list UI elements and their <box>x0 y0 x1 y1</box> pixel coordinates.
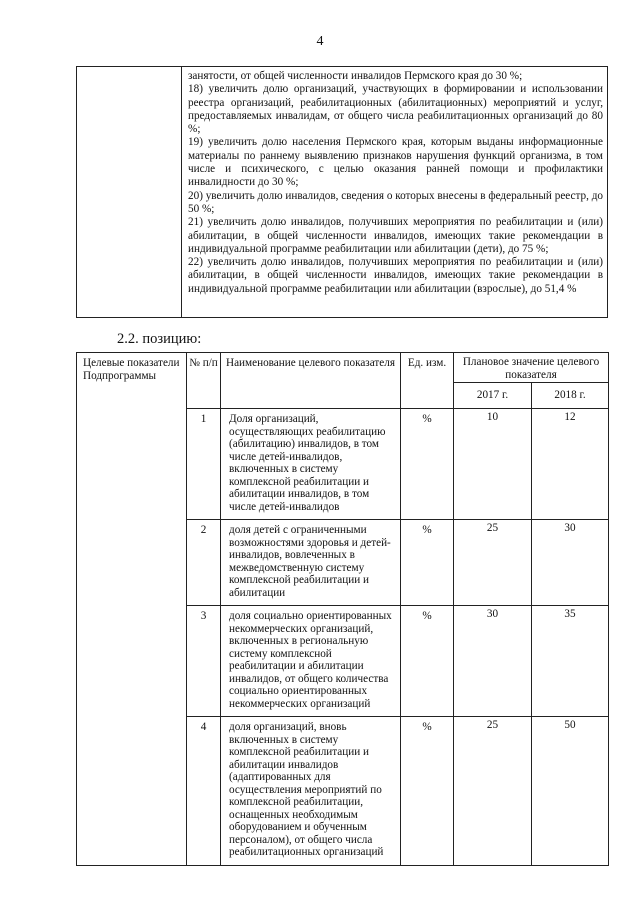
row-number: 2 <box>187 520 221 606</box>
year-2017-header: 2017 г. <box>454 383 532 409</box>
row-value-2018: 50 <box>532 717 609 866</box>
year-2018-header: 2018 г. <box>532 383 609 409</box>
row-value-2018: 30 <box>532 520 609 606</box>
row-unit: % <box>401 606 454 717</box>
plan-value-header: Плановое значение целевого показателя <box>454 353 609 383</box>
row-number: 4 <box>187 717 221 866</box>
row-unit: % <box>401 409 454 520</box>
continuation-table <box>76 66 608 318</box>
name-column-header: Наименование целевого показателя <box>221 353 401 409</box>
row-number: 1 <box>187 409 221 520</box>
row-number: 3 <box>187 606 221 717</box>
goal-indicators-header: Целевые показатели Подпрограммы <box>77 353 187 866</box>
continuation-text-cell <box>182 67 607 317</box>
goal-line-21: 21) увеличить долю инвалидов, получивших мероприятия по реабилитации и (или) абилитации, в общей численности инвалидов, имеющих такие рекомендации в индивидуальной программе реабилитации или абилитации (дети), до 75 %; <box>188 216 603 255</box>
row-value-2017: 30 <box>454 606 532 717</box>
goal-line-18: 18) увеличить долю организаций, участвующих в формировании и использовании реестра организаций, реабилитационных (абилитационных) мероприятий и услуг, предоставляемых инвалидам, от общего числа реабилитационных организаций до 80 %; <box>188 83 603 136</box>
goal-line-17-tail: занятости, от общей численности инвалидов Пермского края до 30 %; <box>188 70 523 82</box>
row-indicator-name: доля организаций, вновь включенных в систему комплексной реабилитации и абилитации инвалидов (адаптированных для осуществления мероприятий по комплексной реабилитации, оснащенных необходимым оборудованием и обученным персоналом), от общего числа реабилитационных организаций <box>221 717 401 866</box>
number-column-header: № п/п <box>187 353 221 409</box>
row-indicator-name: доля социально ориентированных некоммерческих организаций, включенных в региональную систему комплексной реабилитации и абилитации инвалидов, от общего количества социально ориентированных некоммерческих организаций <box>221 606 401 717</box>
goal-line-20: 20) увеличить долю инвалидов, сведения о которых внесены в федеральный реестр, до 50 %; <box>188 189 603 215</box>
section-heading: 2.2. позицию: <box>117 331 202 347</box>
page-number: 4 <box>316 34 324 49</box>
row-unit: % <box>401 520 454 606</box>
row-indicator-name: Доля организаций, осуществляющих реабилитацию (абилитацию) инвалидов, в том числе детей-инвалидов, включенных в систему комплексной реабилитации и абилитации инвалидов, в том числе детей-инвалидов <box>221 409 401 520</box>
goal-line-22: 22) увеличить долю инвалидов, получивших мероприятия по реабилитации и (или) абилитации, в общей численности инвалидов, имеющих такие рекомендации в индивидуальной программе реабилитации или абилитации (взрослые), до 51,4 % <box>188 256 603 295</box>
unit-column-header: Ед. изм. <box>401 353 454 409</box>
row-indicator-name: доля детей с ограниченными возможностями здоровья и детей-инвалидов, вовлеченных в межведомственную систему комплексной реабилитации и абилитации <box>221 520 401 606</box>
row-value-2018: 35 <box>532 606 609 717</box>
row-value-2017: 10 <box>454 409 532 520</box>
row-value-2017: 25 <box>454 520 532 606</box>
indicators-table <box>76 352 609 866</box>
continuation-left-cell <box>77 67 182 317</box>
row-value-2018: 12 <box>532 409 609 520</box>
row-value-2017: 25 <box>454 717 532 866</box>
row-unit: % <box>401 717 454 866</box>
goal-line-19: 19) увеличить долю населения Пермского края, которым выданы информационные материалы по раннему выявлению признаков нарушения функций организма, в том числе и психического, с целью оказания ранней помощи и профилактики инвалидности до 30 %; <box>188 136 603 189</box>
